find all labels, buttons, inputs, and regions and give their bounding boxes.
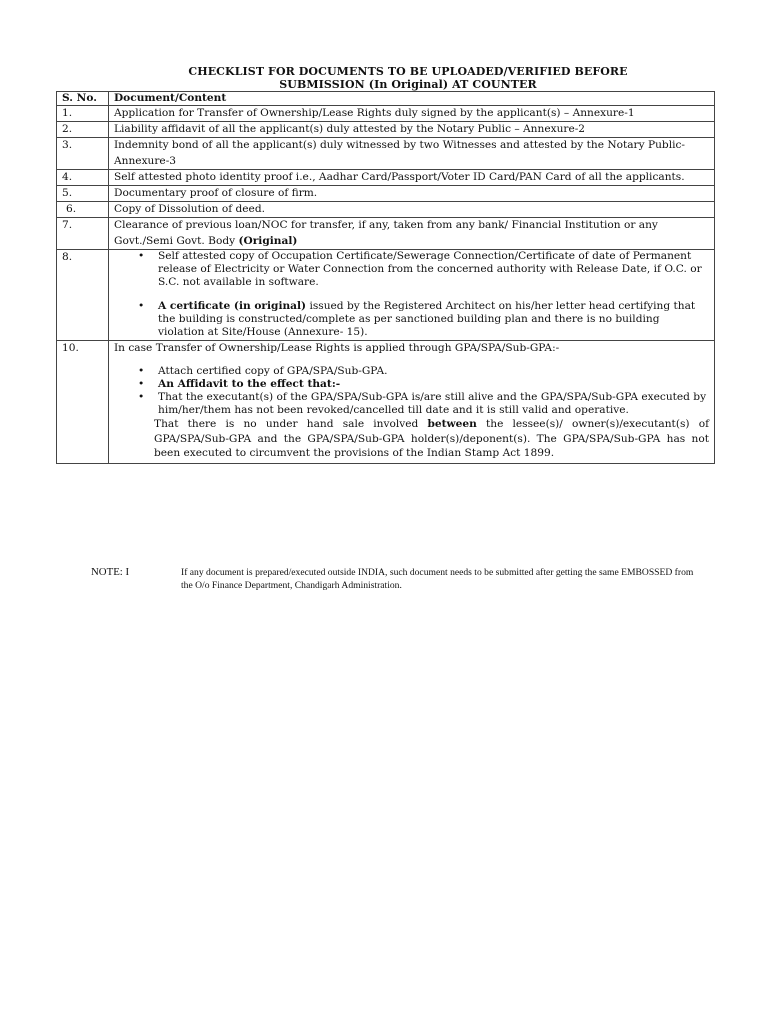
note-text: If any document is prepared/executed outside INDIA, such document needs to be submitted after getting the same EMBOSSED from the O/o Finance Department, Chandigarh Administration. — [181, 567, 694, 591]
bullet-text-bold: A certificate (in original) — [158, 299, 307, 312]
row-number: 5. — [57, 186, 109, 202]
table-row — [57, 106, 715, 122]
bullet-icon: • — [138, 365, 145, 378]
table-row — [57, 122, 715, 138]
bullet-text: Self attested copy of Occupation Certificate/Sewerage Connection/Certificate of date of Permanent release of Electricity or Water Connection from the concerned authority with Release Date, if O.C. or S.C. not available in software. — [158, 249, 702, 288]
bullet-icon: • — [138, 249, 145, 262]
row-text-main: Clearance of previous loan/NOC for transfer, if any, taken from any bank/ Financial Institution or any Govt./Semi Govt. Body — [114, 219, 658, 247]
para-text-bold: between — [427, 418, 477, 431]
title-line-2: SUBMISSION (In Original) AT COUNTER — [279, 77, 537, 91]
row-text-bold: (Original) — [238, 234, 298, 247]
para-text: That there is no under hand sale involved — [154, 418, 428, 431]
bullet-list — [114, 250, 709, 339]
row-intro: In case Transfer of Ownership/Lease Rights is applied through GPA/SPA/Sub-GPA:- — [114, 341, 560, 354]
bullet-list — [114, 365, 709, 417]
row-content — [109, 340, 715, 463]
row-number: 8. — [57, 249, 109, 340]
note-label: NOTE: I — [91, 566, 130, 578]
table-row — [57, 138, 715, 169]
list-item — [114, 300, 709, 339]
row-text: Liability affidavit of all the applicant(s) duly attested by the Notary Public – Annexure-2 — [109, 122, 715, 138]
table-row — [57, 218, 715, 249]
bullet-text: issued by the Registered Architect on his/her letter head certifying that the building is constructed/complete as per sanctioned building plan and there is no building violation at Site/House (Annexure- 15). — [158, 299, 696, 338]
row-number: 10. — [57, 340, 109, 463]
bullet-icon: • — [138, 299, 145, 312]
checklist-table — [56, 91, 715, 464]
list-item — [114, 378, 709, 391]
affidavit-paragraph — [114, 417, 709, 461]
title-line-1: CHECKLIST FOR DOCUMENTS TO BE UPLOADED/VERIFIED BEFORE — [188, 65, 628, 78]
row-text: Indemnity bond of all the applicant(s) duly witnessed by two Witnesses and attested by the Notary Public- Annexure-3 — [109, 138, 715, 169]
header-document: Document/Content — [109, 92, 715, 106]
page-title — [108, 66, 708, 91]
para-text: the lessee(s)/ owner(s)/executant(s) of GPA/SPA/Sub-GPA and the GPA/SPA/Sub-GPA holder(s)/deponent(s). The GPA/SPA/Sub-GPA has not been executed to circumvent the provisions of the Indian Stamp Act 1899. — [154, 418, 709, 460]
table-row — [57, 186, 715, 202]
row-number: 7. — [57, 218, 109, 249]
bullet-text: That the executant(s) of the GPA/SPA/Sub-GPA is/are still alive and the GPA/SPA/Sub-GPA executed by him/her/them has not been revoked/cancelled till date and it is still valid and operative. — [158, 391, 707, 417]
row-number: 1. — [57, 106, 109, 122]
row-number: 2. — [57, 122, 109, 138]
row-text: Copy of Dissolution of deed. — [109, 202, 715, 218]
row-number: 6. — [57, 202, 109, 218]
bullet-text: Attach certified copy of GPA/SPA/Sub-GPA. — [158, 365, 388, 378]
row-text: Documentary proof of closure of firm. — [109, 186, 715, 202]
row-number: 3. — [57, 138, 109, 169]
row-text — [109, 218, 715, 249]
row-content — [109, 249, 715, 340]
list-item — [114, 391, 709, 417]
table-row — [57, 202, 715, 218]
row-text: Self attested photo identity proof i.e., Aadhar Card/Passport/Voter ID Card/PAN Card of all the applicants. — [109, 169, 715, 185]
list-item — [114, 365, 709, 378]
table-row — [57, 340, 715, 463]
header-sno: S. No. — [57, 92, 109, 106]
table-row — [57, 169, 715, 185]
list-item — [114, 250, 709, 289]
spacer — [114, 289, 709, 300]
row-text: Application for Transfer of Ownership/Lease Rights duly signed by the applicant(s) – Annexure-1 — [109, 106, 715, 122]
table-row — [57, 249, 715, 340]
bullet-icon: • — [138, 378, 145, 391]
bullet-text-bold: An Affidavit to the effect that:- — [158, 378, 341, 391]
spacer — [114, 356, 709, 365]
bullet-icon: • — [138, 391, 145, 404]
row-number: 4. — [57, 169, 109, 185]
table-header-row — [57, 92, 715, 106]
